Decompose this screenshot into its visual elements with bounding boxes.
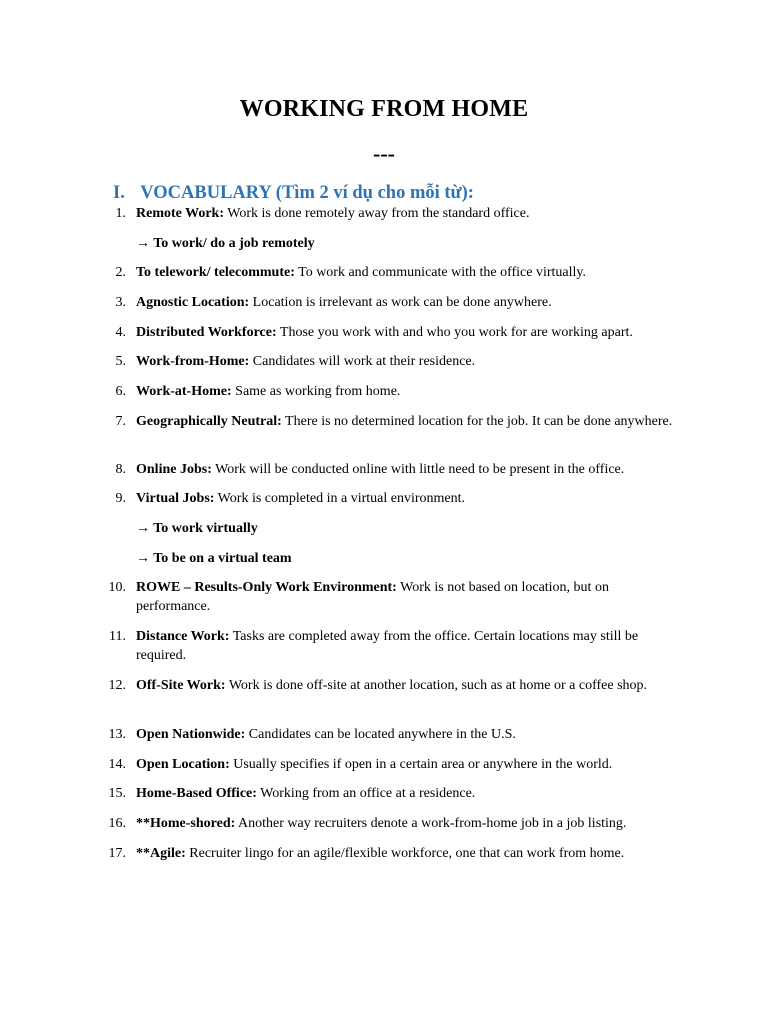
- item-number: 5.: [115, 354, 126, 369]
- item-definition: Those you work with and who you work for are working apart.: [276, 325, 633, 340]
- item-content: [136, 205, 682, 224]
- item-definition: Same as working from home.: [231, 384, 401, 399]
- section-heading: [113, 181, 474, 205]
- item-definition: There is no determined location for the job. It can be done anywhere.: [281, 414, 673, 429]
- item-definition: Candidates can be located anywhere in the U.S.: [245, 727, 516, 742]
- item-term: Geographically Neutral:: [136, 414, 282, 429]
- item-definition: Another way recruiters denote a work-from-home job in a job listing.: [235, 816, 627, 831]
- item-term: Off-Site Work:: [136, 678, 226, 693]
- item-term: Agnostic Location:: [136, 295, 250, 310]
- item-number: 17.: [108, 846, 126, 861]
- item-definition: Tasks are completed away from the office. Certain locations may still be required.: [136, 629, 639, 663]
- section-numeral: I.: [113, 183, 125, 203]
- item-number: 6.: [115, 384, 126, 399]
- item-term: ROWE – Results-Only Work Environment:: [136, 580, 397, 595]
- item-definition: Work is done remotely away from the standard office.: [224, 206, 530, 221]
- item-number: 16.: [108, 816, 126, 831]
- item-number: 15.: [108, 786, 126, 801]
- item-number: 1.: [115, 206, 126, 221]
- item-term: **Home-shored:: [136, 816, 236, 831]
- item-content: [136, 815, 682, 834]
- item-content: [136, 579, 682, 616]
- item-term: To telework/ telecommute:: [136, 265, 295, 280]
- item-number: 13.: [108, 727, 126, 742]
- item-number: 10.: [108, 580, 126, 595]
- item-number: 4.: [115, 325, 126, 340]
- item-term: Open Nationwide:: [136, 727, 246, 742]
- item-definition: Work is completed in a virtual environment.: [214, 491, 465, 506]
- example-note: → To be on a virtual team: [136, 551, 292, 566]
- item-definition: Work will be conducted online with little need to be present in the office.: [211, 462, 625, 477]
- title-separator: ---: [373, 141, 395, 166]
- item-term: **Agile:: [136, 846, 186, 861]
- item-definition: Working from an office at a residence.: [256, 786, 476, 801]
- item-number: 8.: [115, 462, 126, 477]
- item-term: Remote Work:: [136, 206, 224, 221]
- item-content: [136, 461, 682, 480]
- item-content: [136, 490, 682, 509]
- item-definition: Location is irrelevant as work can be done anywhere.: [249, 295, 552, 310]
- item-content: [136, 413, 682, 432]
- item-term: Distributed Workforce:: [136, 325, 277, 340]
- item-definition: To work and communicate with the office virtually.: [294, 265, 587, 280]
- item-number: 9.: [115, 491, 126, 506]
- item-content: [136, 628, 682, 665]
- item-content: [136, 294, 682, 313]
- item-definition: Recruiter lingo for an agile/flexible workforce, one that can work from home.: [185, 846, 625, 861]
- item-definition: Usually specifies if open in a certain area or anywhere in the world.: [229, 757, 613, 772]
- item-content: [136, 353, 682, 372]
- item-number: 7.: [115, 414, 126, 429]
- item-content: [136, 324, 682, 343]
- item-term: Home-Based Office:: [136, 786, 257, 801]
- item-content: [136, 383, 682, 402]
- item-definition: Candidates will work at their residence.: [249, 354, 476, 369]
- item-term: Virtual Jobs:: [136, 491, 215, 506]
- item-number: 2.: [115, 265, 126, 280]
- item-term: Online Jobs:: [136, 462, 212, 477]
- item-number: 3.: [115, 295, 126, 310]
- item-term: Work-from-Home:: [136, 354, 250, 369]
- item-content: [136, 677, 682, 696]
- item-term: Work-at-Home:: [136, 384, 232, 399]
- example-note: → To work virtually: [136, 521, 258, 536]
- item-term: Distance Work:: [136, 629, 230, 644]
- section-heading-text: VOCABULARY (Tìm 2 ví dụ cho mỗi từ):: [140, 183, 474, 203]
- item-content: [136, 264, 682, 283]
- item-definition: Work is not based on location, but on performance.: [136, 580, 609, 614]
- example-note: → To work/ do a job remotely: [136, 236, 315, 251]
- item-number: 12.: [108, 678, 126, 693]
- item-definition: Work is done off-site at another location, such as at home or a coffee shop.: [225, 678, 648, 693]
- item-content: [136, 785, 682, 804]
- item-term: Open Location:: [136, 757, 230, 772]
- item-number: 14.: [108, 757, 126, 772]
- document-title: WORKING FROM HOME: [239, 96, 529, 122]
- item-content: [136, 756, 682, 775]
- item-content: [136, 726, 682, 745]
- item-content: [136, 845, 682, 864]
- item-number: 11.: [109, 629, 126, 644]
